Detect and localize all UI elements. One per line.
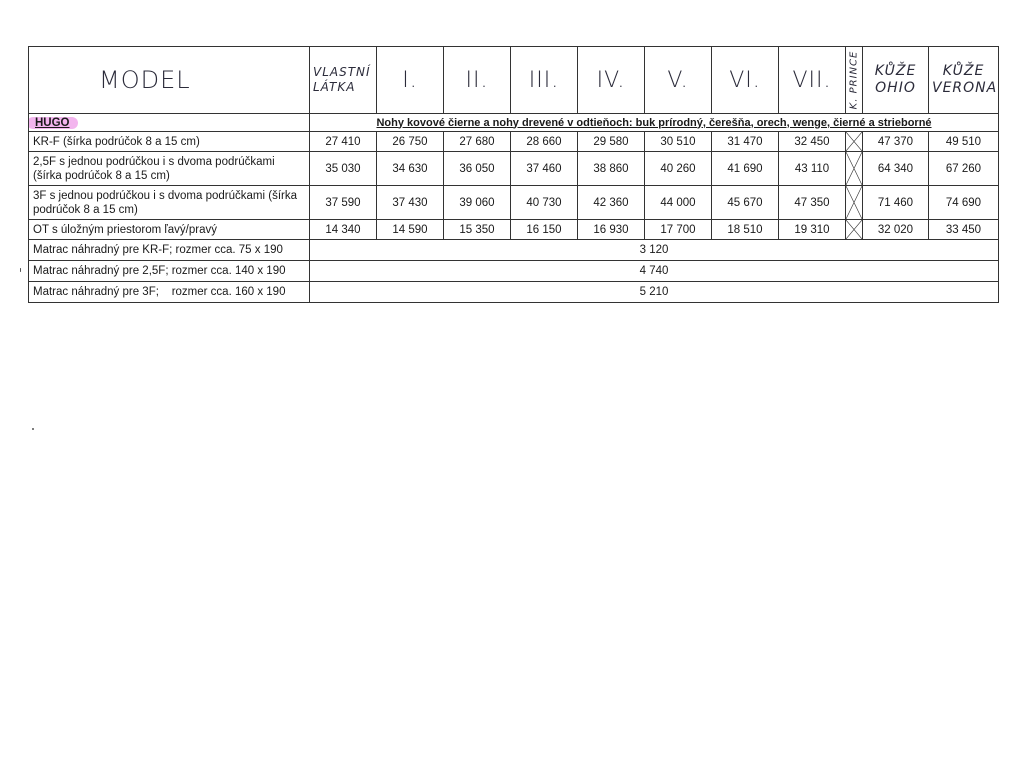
- crossed-cell: [846, 152, 863, 186]
- price-cell: 36 050: [444, 152, 511, 186]
- price-cell: 30 510: [645, 132, 712, 152]
- price-group-header: I.: [377, 47, 444, 114]
- price-cell: 35 030: [310, 152, 377, 186]
- mattress-label: Matrac náhradný pre 2,5F; rozmer cca. 140 x 190: [29, 261, 310, 282]
- mattress-price: 4 740: [310, 261, 999, 282]
- price-cell: 17 700: [645, 220, 712, 240]
- crossed-cell: [846, 220, 863, 240]
- price-cell: 40 260: [645, 152, 712, 186]
- verona-price-cell: 33 450: [929, 220, 999, 240]
- price-cell: 47 350: [779, 186, 846, 220]
- price-group-header: VII.: [779, 47, 846, 114]
- table-row: [29, 220, 999, 240]
- ohio-price-cell: 32 020: [863, 220, 929, 240]
- ohio-price-cell: 71 460: [863, 186, 929, 220]
- price-cell: 32 450: [779, 132, 846, 152]
- ohio-price-cell: 47 370: [863, 132, 929, 152]
- price-cell: 28 660: [511, 132, 578, 152]
- price-group-header: V.: [645, 47, 712, 114]
- ohio-price-cell: 64 340: [863, 152, 929, 186]
- price-cell: 16 150: [511, 220, 578, 240]
- price-cell: 42 360: [578, 186, 645, 220]
- price-cell: 37 590: [310, 186, 377, 220]
- price-cell: 31 470: [712, 132, 779, 152]
- ohio-header: KŮŽE OHIO: [863, 47, 929, 114]
- header-row: [29, 47, 999, 114]
- price-cell: 37 460: [511, 152, 578, 186]
- price-cell: 44 000: [645, 186, 712, 220]
- verona-price-cell: 49 510: [929, 132, 999, 152]
- price-cell: 41 690: [712, 152, 779, 186]
- mattress-price: 5 210: [310, 282, 999, 303]
- mattress-row: [29, 282, 999, 303]
- price-cell: 38 860: [578, 152, 645, 186]
- crossed-cell: [846, 132, 863, 152]
- verona-header: KŮŽE VERONA: [929, 47, 999, 114]
- price-cell: 40 730: [511, 186, 578, 220]
- scan-speck: [32, 428, 34, 430]
- scan-speck: [20, 268, 21, 272]
- price-cell: 45 670: [712, 186, 779, 220]
- price-cell: 14 340: [310, 220, 377, 240]
- price-cell: 15 350: [444, 220, 511, 240]
- row-label: KR-F (šírka podrúčok 8 a 15 cm): [29, 132, 310, 152]
- price-group-header: IV.: [578, 47, 645, 114]
- price-cell: 27 410: [310, 132, 377, 152]
- verona-price-cell: 67 260: [929, 152, 999, 186]
- model-name-cell: [29, 114, 310, 132]
- price-group-header: II.: [444, 47, 511, 114]
- price-cell: 14 590: [377, 220, 444, 240]
- table-row: [29, 186, 999, 220]
- price-cell: 19 310: [779, 220, 846, 240]
- verona-price-cell: 74 690: [929, 186, 999, 220]
- price-cell: 29 580: [578, 132, 645, 152]
- price-cell: 18 510: [712, 220, 779, 240]
- price-group-header: III.: [511, 47, 578, 114]
- crossed-cell: [846, 186, 863, 220]
- mattress-label: Matrac náhradný pre KR-F; rozmer cca. 75 x 190: [29, 240, 310, 261]
- legs-note: Nohy kovové čierne a nohy drevené v odtieňoch: buk prírodný, čerešňa, orech, wenge, čierné a strieborné: [310, 114, 999, 132]
- mattress-row: [29, 261, 999, 282]
- mattress-label: Matrac náhradný pre 3F; rozmer cca. 160 x 190: [29, 282, 310, 303]
- price-cell: 27 680: [444, 132, 511, 152]
- table-row: [29, 132, 999, 152]
- price-group-header: VI.: [712, 47, 779, 114]
- mattress-row: [29, 240, 999, 261]
- price-cell: 16 930: [578, 220, 645, 240]
- princ-header-label: K. PRINCE: [848, 50, 860, 110]
- mattress-price: 3 120: [310, 240, 999, 261]
- model-header: MODEL: [29, 47, 310, 114]
- price-cell: 39 060: [444, 186, 511, 220]
- price-table: [28, 46, 999, 303]
- price-cell: 26 750: [377, 132, 444, 152]
- price-cell: 34 630: [377, 152, 444, 186]
- section-row: [29, 114, 999, 132]
- princ-header: [846, 47, 863, 114]
- model-name: HUGO: [29, 117, 78, 129]
- table-row: [29, 152, 999, 186]
- price-cell: 43 110: [779, 152, 846, 186]
- row-label: OT s úložným priestorom ľavý/pravý: [29, 220, 310, 240]
- row-label: 3F s jednou podrúčkou i s dvoma podrúčkami (šírka podrúčok 8 a 15 cm): [29, 186, 310, 220]
- fabric-header: VLASTNÍ LÁTKA: [310, 47, 377, 114]
- row-label: 2,5F s jednou podrúčkou i s dvoma podrúčkami (šírka podrúčok 8 a 15 cm): [29, 152, 310, 186]
- price-cell: 37 430: [377, 186, 444, 220]
